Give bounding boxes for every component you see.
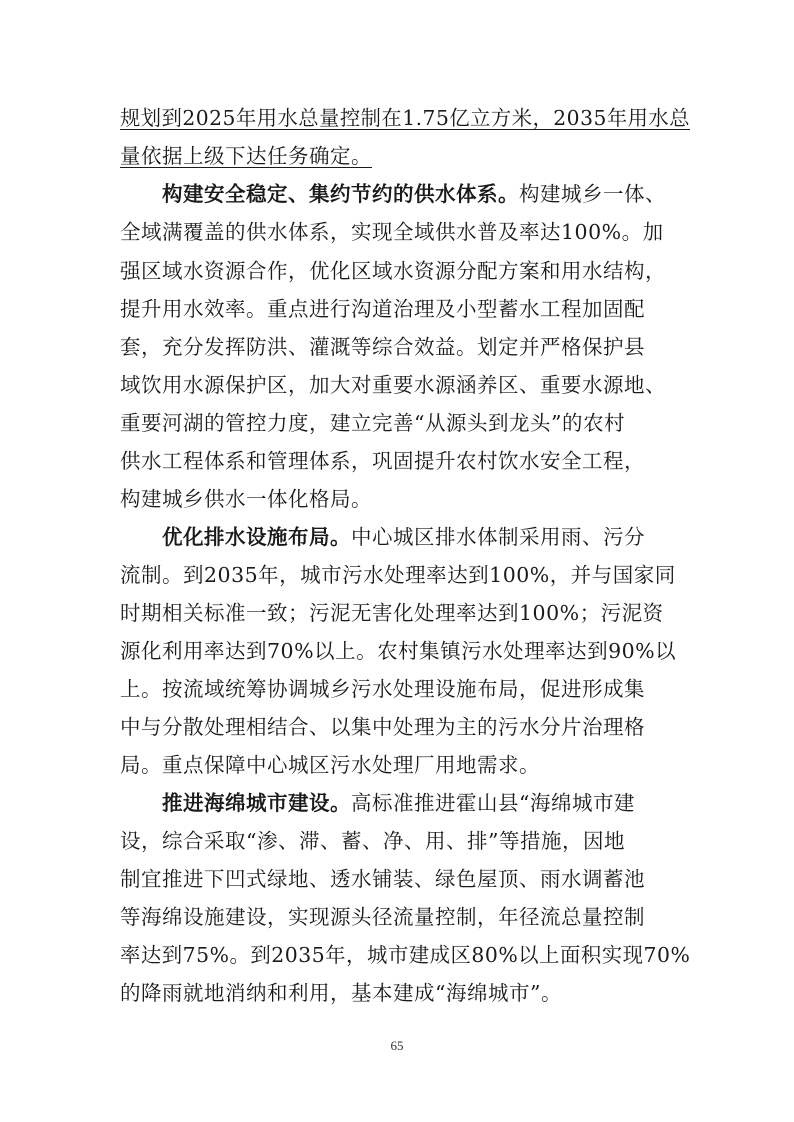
intro-line-1: 规划到2025年用水总量控制在1.75亿立方米，2035年用水总 [120, 106, 691, 130]
drainage-line-2: 流制。到2035年，城市污水处理率达到100%，并与国家同 [120, 563, 676, 587]
sponge-line-2: 设，综合采取“渗、滞、蓄、净、用、排”等措施，因地 [120, 829, 625, 853]
supply-line-9: 构建城乡供水一体化格局。 [120, 487, 372, 511]
drainage-line-4: 源化利用率达到70%以上。农村集镇污水处理率达到90%以 [120, 639, 677, 663]
supply-line-6: 域饮用水源保护区，加大对重要水源涵养区、重要水源地、 [120, 373, 666, 397]
supply-line-5: 套，充分发挥防洪、灌溉等综合效益。划定并严格保护县 [120, 335, 645, 359]
drainage-line-3: 时期相关标准一致；污泥无害化处理率达到100%；污泥资 [120, 601, 664, 625]
drainage-line-5: 上。按流域统筹协调城乡污水处理设施布局，促进形成集 [120, 677, 645, 701]
supply-line-3: 强区域水资源合作，优化区域水资源分配方案和用水结构， [120, 259, 666, 283]
supply-line-1-text: 构建城乡一体、 [519, 182, 666, 206]
supply-paragraph-first-line [162, 180, 666, 208]
sponge-line-1-text: 高标准推进霍山县“海绵城市建 [351, 791, 635, 815]
sponge-line-5: 率达到75%。到2035年，城市建成区80%以上面积实现70% [120, 943, 691, 967]
sponge-line-3: 制宜推进下凹式绿地、透水铺装、绿色屋顶、雨水调蓄池 [120, 867, 645, 891]
drainage-line-7: 局。重点保障中心城区污水处理厂用地需求。 [120, 753, 540, 777]
supply-heading: 构建安全稳定、集约节约的供水体系。 [162, 182, 519, 206]
supply-line-8: 供水工程体系和管理体系，巩固提升农村饮水安全工程， [120, 449, 645, 473]
supply-line-2: 全域满覆盖的供水体系，实现全域供水普及率达100%。加 [120, 220, 664, 244]
supply-line-7: 重要河湖的管控力度，建立完善“从源头到龙头”的农村 [120, 411, 625, 435]
drainage-line-1-text: 中心城区排水体制采用雨、污分 [351, 525, 645, 549]
sponge-paragraph-first-line [162, 789, 635, 817]
intro-line-2: 量依据上级下达任务确定。 [120, 144, 372, 168]
sponge-line-4: 等海绵设施建设，实现源头径流量控制，年径流总量控制 [120, 905, 645, 929]
drainage-paragraph-first-line [162, 523, 645, 551]
sponge-heading: 推进海绵城市建设。 [162, 791, 351, 815]
sponge-line-6: 的降雨就地消纳和利用，基本建成“海绵城市”。 [120, 981, 562, 1005]
drainage-heading: 优化排水设施布局。 [162, 525, 351, 549]
page-number: 65 [390, 1038, 404, 1053]
drainage-line-6: 中与分散处理相结合、以集中处理为主的污水分片治理格 [120, 715, 645, 739]
supply-line-4: 提升用水效率。重点进行沟道治理及小型蓄水工程加固配 [120, 297, 645, 321]
